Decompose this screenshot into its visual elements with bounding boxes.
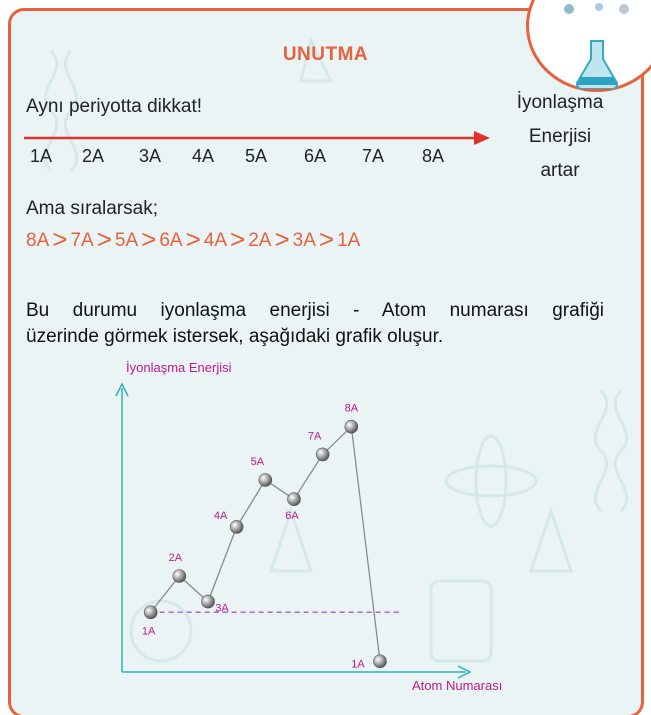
group-label: 8A (422, 146, 445, 166)
order-label: Ama sıralarsak; (26, 198, 158, 219)
data-label: 8A (344, 402, 359, 415)
greater-than-icon: > (230, 224, 246, 254)
greater-than-icon: > (274, 224, 290, 254)
group-label: 6A (304, 146, 327, 166)
drop-line (351, 427, 380, 662)
group-label: 1A (30, 146, 53, 166)
x-axis-label: Atom Numarası (412, 678, 503, 693)
energy-label-line2: Enerjisi (528, 126, 592, 147)
order-item: 4A (203, 230, 227, 251)
data-point (288, 493, 301, 506)
order-item: 5A (114, 230, 139, 251)
energy-label-line3: artar (540, 160, 580, 181)
data-label: 7A (307, 430, 322, 443)
data-label: 5A (250, 456, 265, 468)
data-label: 1A (141, 625, 156, 638)
data-label: 1A (351, 658, 365, 671)
data-point (316, 448, 329, 461)
period-note: Aynı periyotta dikkat! (26, 96, 203, 117)
group-label: 4A (192, 146, 215, 166)
data-point (345, 420, 358, 433)
order-item: 2A (248, 230, 272, 251)
data-point (202, 595, 215, 608)
greater-than-icon: > (52, 224, 68, 254)
greater-than-icon: > (318, 224, 335, 254)
greater-than-icon: > (96, 224, 112, 254)
data-point (230, 520, 243, 533)
data-label: 4A (213, 509, 228, 522)
group-label: 3A (139, 146, 162, 166)
order-item: 1A (337, 230, 361, 251)
group-label: 2A (82, 146, 105, 166)
greater-than-icon: > (141, 224, 157, 254)
data-point (374, 655, 387, 668)
data-label: 2A (168, 552, 183, 564)
explanation-line2: üzerinde görmek istersek, aşağıdaki grafik oluşur. (26, 326, 444, 347)
group-label: 5A (245, 146, 268, 166)
order-item: 8A (26, 230, 50, 251)
order-item: 6A (159, 230, 183, 251)
y-axis-label: İyonlaşma Enerjisi (126, 360, 232, 375)
data-point (173, 570, 186, 583)
page-title: UNUTMA (282, 44, 369, 65)
data-label: 6A (285, 510, 299, 523)
data-point (144, 606, 157, 619)
explanation-line1: Bu durumu iyonlaşma enerjisi - Atom numarası grafiği (26, 300, 604, 321)
group-label: 7A (362, 146, 385, 166)
data-point (259, 474, 272, 487)
energy-label-line1: İyonlaşma (516, 92, 604, 113)
greater-than-icon: > (185, 224, 201, 254)
data-label: 3A (215, 602, 229, 615)
order-item: 3A (292, 230, 316, 251)
order-item: 7A (70, 230, 94, 251)
